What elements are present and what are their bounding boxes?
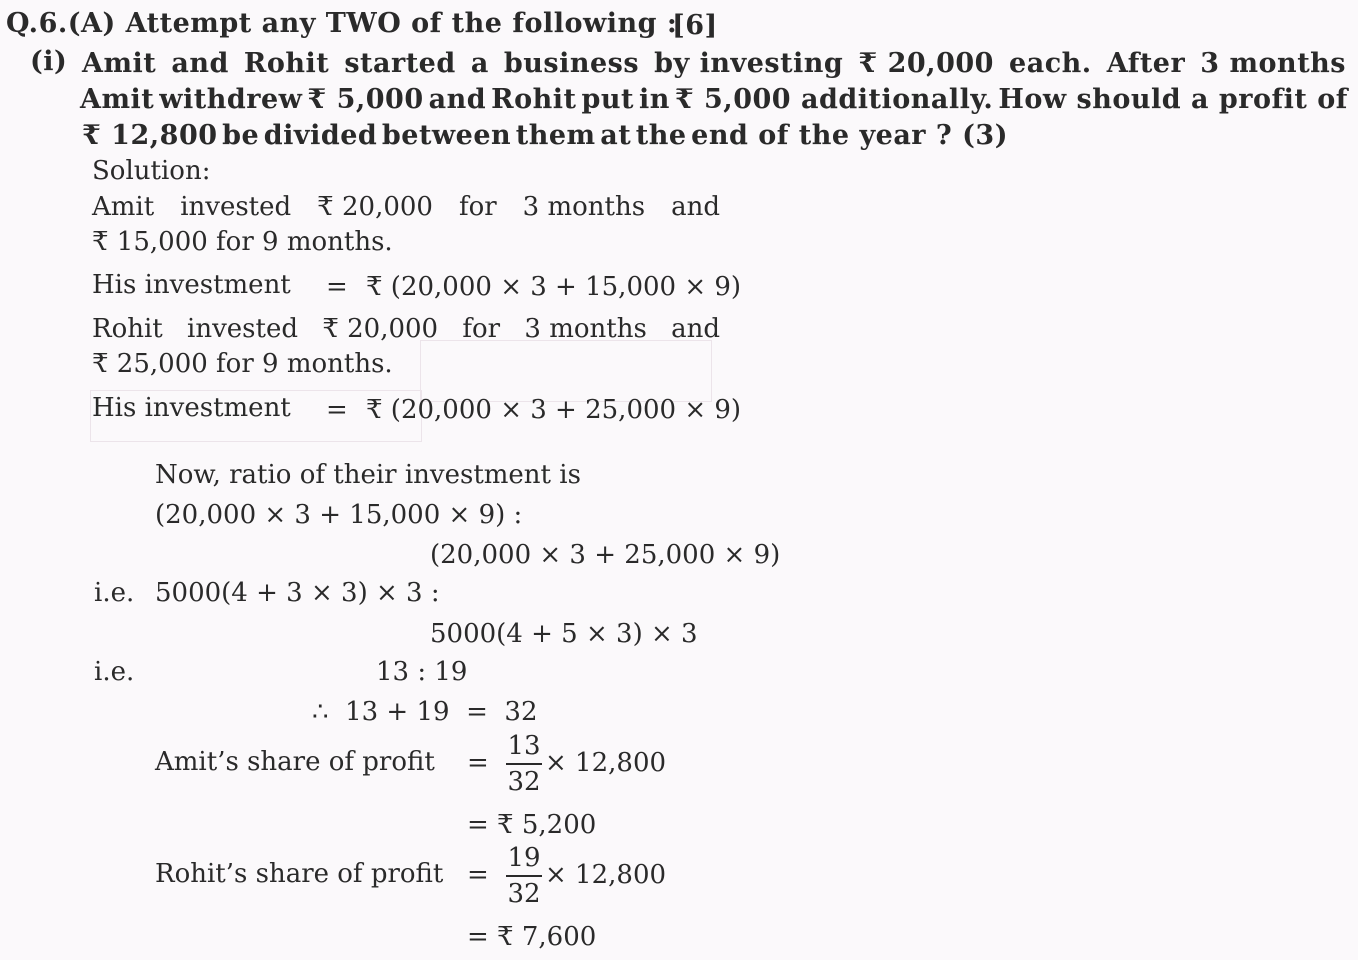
- word: end of the year ? (3): [691, 120, 1008, 151]
- rohit-share-result: = ₹ 7,600: [467, 922, 597, 952]
- fraction-numerator: 19: [507, 843, 541, 873]
- ratio-intro: Now, ratio of their investment is: [155, 460, 581, 490]
- word: them: [515, 120, 596, 151]
- word: 3 months: [1200, 48, 1346, 79]
- word: be: [222, 120, 260, 151]
- word: each.: [1009, 48, 1092, 79]
- word: ₹ 20,000: [322, 314, 439, 344]
- question-marks: [6]: [672, 10, 718, 41]
- word: invested: [187, 314, 299, 344]
- word: Rohit: [491, 84, 577, 115]
- word: invested: [180, 192, 292, 222]
- part-label: (i): [30, 46, 68, 77]
- fraction-bar: [506, 875, 542, 877]
- amit-investment-value: ₹ (20,000 × 3 + 15,000 × 9): [366, 272, 742, 302]
- word: Amit: [92, 192, 155, 222]
- word: the: [635, 120, 687, 151]
- word: by investing: [654, 48, 844, 79]
- rohit-investment-equals: =: [326, 395, 348, 425]
- word: for: [462, 314, 501, 344]
- rohit-share-multiplier: × 12,800: [545, 860, 667, 890]
- word: Amit: [80, 84, 155, 115]
- word: 3 months: [522, 192, 646, 222]
- ratio-rohit: (20,000 × 3 + 25,000 × 9): [430, 540, 781, 570]
- ie-label-2: i.e.: [94, 657, 135, 687]
- amit-share-multiplier: × 12,800: [545, 748, 667, 778]
- rohit-investment-value: ₹ (20,000 × 3 + 25,000 × 9): [366, 395, 742, 425]
- rohit-invest-line-2: ₹ 25,000 for 9 months.: [92, 349, 393, 379]
- word: in: [638, 84, 670, 115]
- word: for: [458, 192, 497, 222]
- word: Rohit: [243, 48, 330, 79]
- question-line-2: [80, 86, 1348, 113]
- amit-share-equals: =: [467, 748, 489, 778]
- word: ₹ 20,000: [317, 192, 433, 222]
- word: After: [1106, 48, 1186, 79]
- amit-invest-line-2: ₹ 15,000 for 9 months.: [92, 227, 393, 257]
- ratio-sum: ∴ 13 + 19 = 32: [312, 697, 538, 727]
- question-header: Q.6.(A) Attempt any TWO of the following :: [6, 8, 678, 39]
- word: Amit: [82, 48, 157, 79]
- fraction-bar: [506, 763, 542, 765]
- rohit-share-label: Rohit’s share of profit: [155, 859, 444, 889]
- word: and: [671, 192, 720, 222]
- show-through-box: [420, 340, 712, 402]
- word: 3 months: [524, 314, 647, 344]
- fraction-denominator: 32: [507, 767, 541, 797]
- rohit-share-equals: =: [467, 860, 489, 890]
- word: ₹ 5,000: [307, 84, 424, 115]
- word: ₹ 20,000: [858, 48, 994, 79]
- amit-share-label: Amit’s share of profit: [155, 747, 435, 777]
- amit-share-result: = ₹ 5,200: [467, 810, 597, 840]
- amit-invest-line: [92, 194, 720, 220]
- word: between: [381, 120, 512, 151]
- word: and: [428, 84, 487, 115]
- ratio-simplified-amit: 5000(4 + 3 × 3) × 3 :: [155, 578, 440, 608]
- word: started: [344, 48, 456, 79]
- word: put: [581, 84, 634, 115]
- word: divided: [263, 120, 378, 151]
- ratio-result: 13 : 19: [376, 657, 468, 687]
- question-line-3: [82, 122, 1008, 149]
- ratio-simplified-rohit: 5000(4 + 5 × 3) × 3: [430, 619, 698, 649]
- amit-investment-equals: =: [326, 272, 348, 302]
- rohit-investment-label: His investment: [92, 393, 291, 423]
- word: ₹ 5,000 additionally.: [674, 84, 994, 115]
- amit-investment-label: His investment: [92, 270, 291, 300]
- word: and: [671, 314, 720, 344]
- question-line-1: [82, 50, 1346, 77]
- ie-label-1: i.e.: [94, 578, 135, 608]
- word: ₹ 12,800: [82, 120, 218, 151]
- solution-label: Solution:: [92, 156, 211, 186]
- word: at: [600, 120, 632, 151]
- fraction-denominator: 32: [507, 879, 541, 909]
- word: How should a profit of: [998, 84, 1348, 115]
- word: Rohit: [92, 314, 163, 344]
- ratio-amit: (20,000 × 3 + 15,000 × 9) :: [155, 500, 523, 530]
- word: withdrew: [159, 84, 303, 115]
- amit-share-fraction: [506, 733, 542, 795]
- rohit-invest-line: [92, 316, 720, 342]
- fraction-numerator: 13: [507, 731, 541, 761]
- word: a: [470, 48, 489, 79]
- rohit-share-fraction: [506, 845, 542, 907]
- word: and: [171, 48, 229, 79]
- word: business: [503, 48, 640, 79]
